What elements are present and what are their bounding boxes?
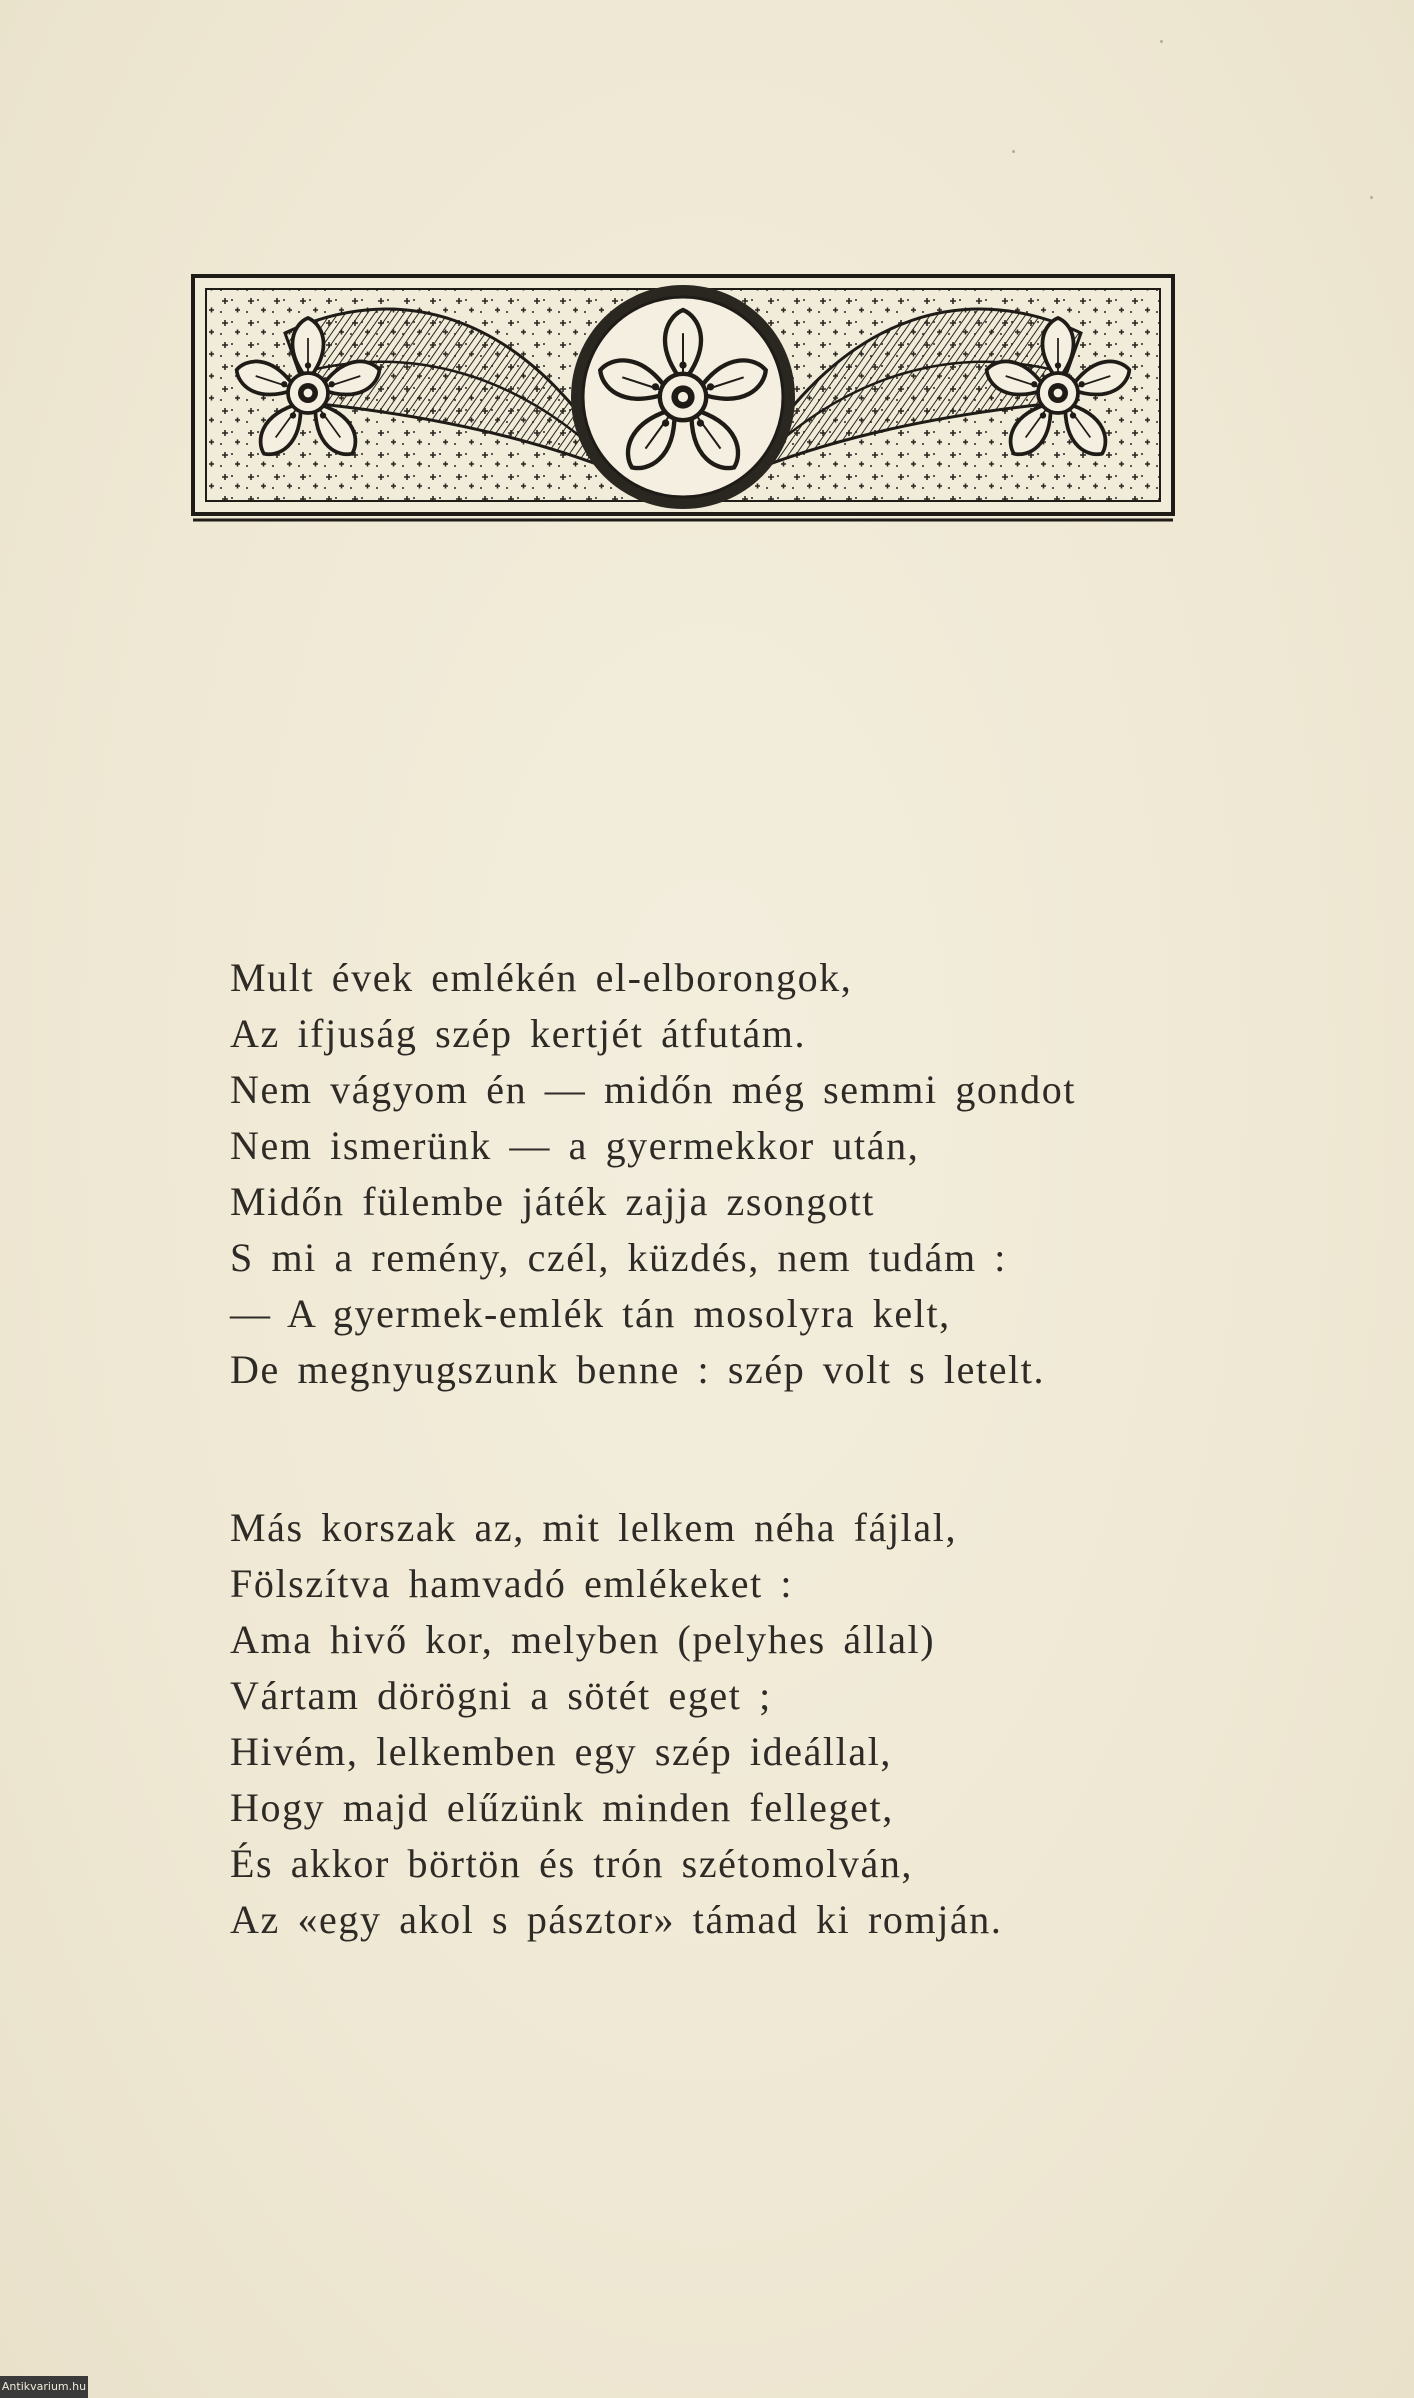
poem-stanza-1 (230, 950, 1230, 1398)
poem-line: De megnyugszunk benne : szép volt s letelt. (230, 1347, 1046, 1392)
poem-line: Midőn fülembe játék zajja zsongott (230, 1179, 875, 1224)
poem-line: Mult évek emlékén el-elborongok, (230, 955, 853, 1000)
poem-line: Vártam dörögni a sötét eget ; (230, 1673, 772, 1718)
poem-line: Fölszítva hamvadó emlékeket : (230, 1561, 794, 1606)
poem-line: Nem vágyom én — midőn még semmi gondot (230, 1067, 1077, 1112)
poem-line: Hivém, lelkemben egy szép ideállal, (230, 1729, 893, 1774)
poem-stanza-2 (230, 1500, 1230, 1948)
poem-line: S mi a remény, czél, küzdés, nem tudám : (230, 1235, 1007, 1280)
watermark-label: Antikvarium.hu (0, 2376, 88, 2398)
paper-speck (1370, 196, 1373, 199)
poem-line: Az «egy akol s pásztor» támad ki romján. (230, 1897, 1003, 1942)
poem-line: Más korszak az, mit lelkem néha fájlal, (230, 1505, 958, 1550)
floral-headpiece-icon (190, 273, 1176, 525)
poem-line: Nem ismerünk — a gyermekkor után, (230, 1123, 920, 1168)
paper-speck (1012, 150, 1015, 153)
poem-line: Ama hivő kor, melyben (pelyhes állal) (230, 1617, 936, 1662)
poem-line: Hogy majd elűzünk minden felleget, (230, 1785, 894, 1830)
paper-speck (1160, 40, 1163, 43)
poem-line: — A gyermek-emlék tán mosolyra kelt, (230, 1291, 951, 1336)
poem-line: Az ifjuság szép kertjét átfutám. (230, 1011, 807, 1056)
poem-line: És akkor börtön és trón szétomolván, (230, 1841, 914, 1886)
